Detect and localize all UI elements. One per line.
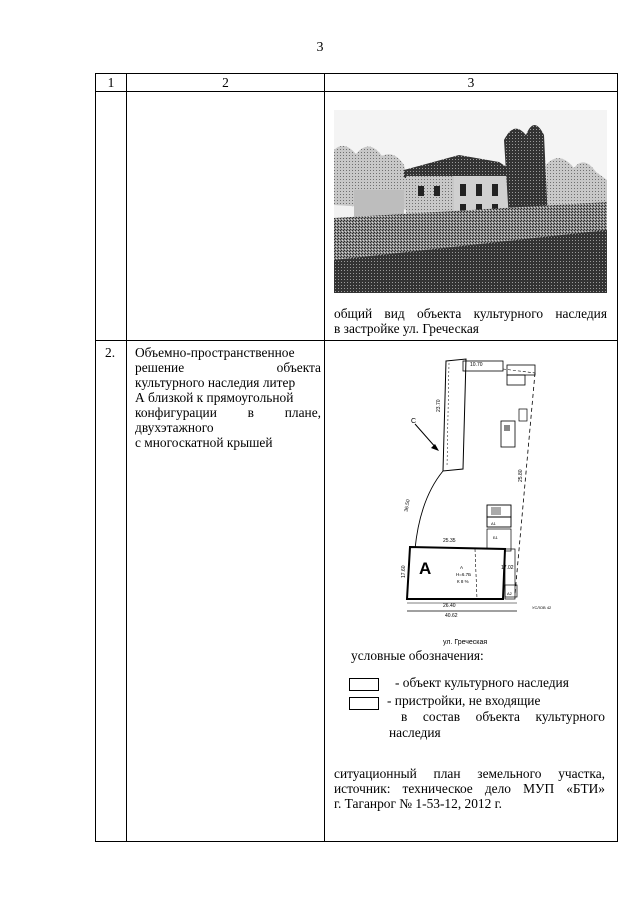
- plan-small-label: А: [460, 565, 464, 570]
- column-header-3: 3: [325, 74, 618, 92]
- plan-caption: [325, 748, 617, 841]
- plan-dim: 40.62: [445, 613, 458, 619]
- row2-plan-cell: [325, 341, 618, 842]
- description-line: решение объекта: [135, 360, 321, 375]
- plan-caption-line1: ситуационный план земельного участка,: [334, 766, 605, 781]
- row2-number: 2.: [96, 341, 127, 842]
- description-line: Объемно-пространственное: [135, 345, 295, 360]
- plan-dim: 26.40: [443, 603, 456, 609]
- heritage-object-legend-swatch: [349, 678, 379, 691]
- building-letter-label: А: [419, 559, 432, 578]
- plan-dim: 25.35: [443, 538, 456, 544]
- table-header-row: [96, 74, 618, 92]
- plan-small-label: Б1: [493, 535, 498, 540]
- legend-item-annex-line3: наследия: [389, 725, 441, 740]
- street-label: ул. Греческая: [443, 639, 488, 646]
- row2-description: [127, 341, 325, 842]
- plan-dim: 10.70: [470, 362, 483, 368]
- description-line: конфигурации в плане,: [135, 405, 321, 420]
- legend-title: условные обозначения:: [351, 648, 484, 663]
- photo-caption-line1: общий вид объекта культурного наследия: [334, 306, 607, 321]
- plan-dim: 17.60: [401, 565, 407, 578]
- north-label: С: [411, 418, 417, 425]
- annex-legend-swatch: [349, 697, 379, 710]
- description-line: с многоскатной крышей: [135, 435, 273, 450]
- building-photo: [334, 110, 607, 293]
- legend-item-annex-line1: - пристройки, не входящие: [387, 693, 541, 708]
- plan-small-label: УСЛОВ 42: [532, 605, 552, 610]
- plan-caption-line2: источник: техническое дело МУП «БТИ»: [334, 781, 605, 796]
- description-line: А близкой к прямоугольной: [135, 390, 294, 405]
- column-header-2: 2: [127, 74, 325, 92]
- legend-item-annex-line2: в состав объекта культурного: [401, 709, 605, 724]
- legend: [325, 663, 617, 748]
- plan-dim: 23.70: [436, 399, 442, 412]
- row1-number-cell: [96, 92, 127, 341]
- row1-description-cell: [127, 92, 325, 341]
- table-row-photo: [96, 92, 618, 341]
- plan-dim: 25.80: [518, 469, 524, 482]
- plan-small-label: А1: [491, 521, 496, 526]
- table-row-plan: [96, 341, 618, 842]
- heritage-object-table: [95, 73, 618, 842]
- plan-small-label: К 8 %: [457, 579, 469, 584]
- site-plan: [325, 349, 613, 647]
- photo-caption-line2: в застройке ул. Греческая: [334, 321, 479, 336]
- plan-caption-line3: г. Таганрог № 1-53-12, 2012 г.: [334, 796, 502, 811]
- legend-item-heritage: - объект культурного наследия: [395, 675, 569, 690]
- plan-small-label: А2: [507, 591, 512, 596]
- plan-small-label: Н=6.7Б: [456, 572, 472, 577]
- plan-dim: 36.50: [403, 498, 412, 513]
- description-line: двухэтажного: [135, 420, 214, 435]
- page-number: 3: [316, 40, 324, 55]
- plan-dim: 17.02: [501, 565, 514, 571]
- column-header-1: 1: [96, 74, 127, 92]
- description-line: культурного наследия литер: [135, 375, 296, 390]
- row1-photo-cell: [325, 92, 618, 341]
